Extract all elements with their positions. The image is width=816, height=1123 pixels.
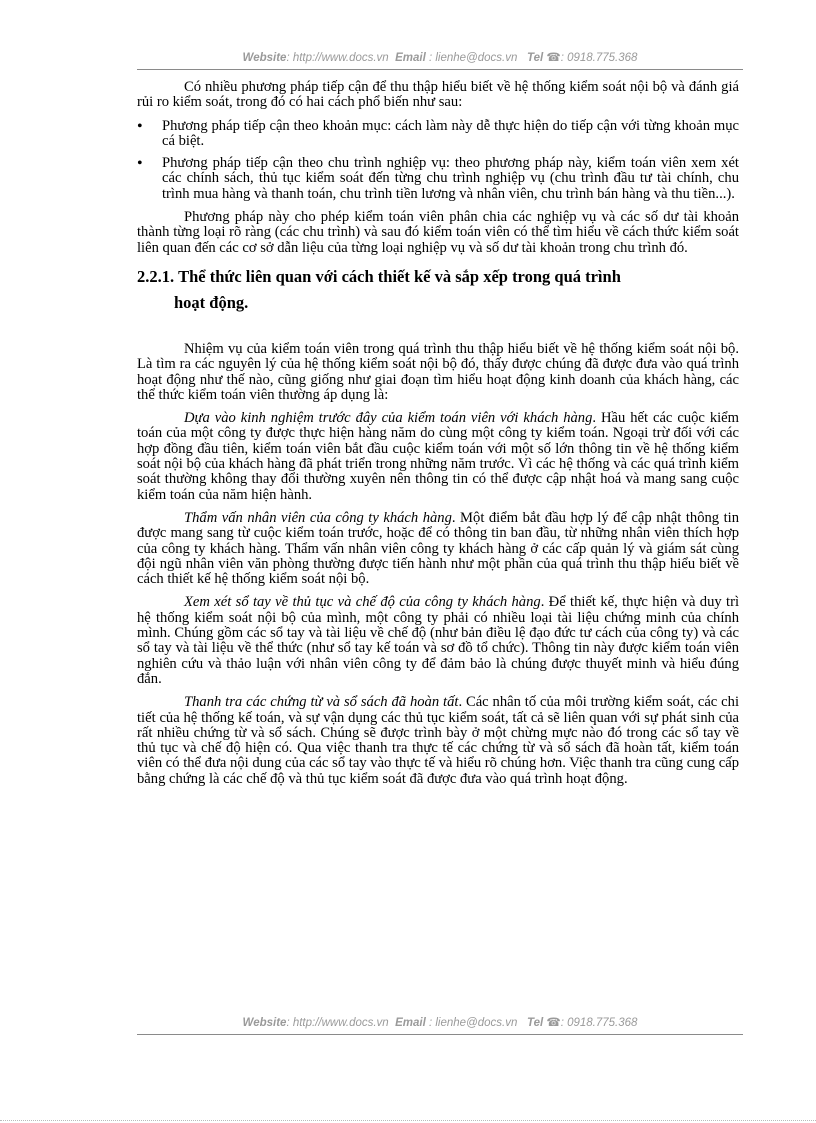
email-label: Email xyxy=(395,52,426,64)
section-paragraph: Dựa vào kinh nghiệm trước đây của kiểm toán viên với khách hàng. Hầu hết các cuộc kiểm toán của một công ty được thực hiện hàng năm do cùng một công ty kiểm toán. Ngoại trừ đối với các hợp đồng đầu tiên, kiểm toán viên bắt đầu cuộc kiểm toán với một số lớn thông tin về hệ thống kiểm soát nội bộ của khách hàng đã phát triển trong những năm trước. Vì các hệ thống và các quá trình kiểm soát thường không thay đổi thường xuyên nên thông tin có thể được cập nhật hoá và mang sang cuộc kiểm toán của năm hiện hành. xyxy=(137,410,739,503)
website-url[interactable]: : http://www.docs.vn xyxy=(286,52,389,64)
heading-number: 2.2.1. xyxy=(137,266,175,286)
phone-icon: ☎ xyxy=(546,52,561,64)
website-url[interactable]: : http://www.docs.vn xyxy=(286,1017,389,1029)
email-address[interactable]: : lienhe@docs.vn xyxy=(425,52,518,64)
heading-continuation: hoạt động. xyxy=(174,292,249,312)
phone-icon: ☎ xyxy=(546,1017,561,1029)
section-title: Xem xét sổ tay về thủ tục và chế độ của công ty khách hàng xyxy=(184,594,541,611)
list-item: • Phương pháp tiếp cận theo chu trình nghiệp vụ: theo phương pháp này, kiểm toán viên xem xét các chính sách, thủ tục kiểm soát đến từng chu trình nghiệp vụ (chu trình đầu tư tài chính, chu trình mua hàng và thanh toán, chu trình tiền lương và nhân viên, chu trình bán hàng và thu tiền...). xyxy=(137,155,739,202)
tel-label: Tel xyxy=(526,1017,544,1029)
website-label: Website xyxy=(242,52,287,64)
section-heading xyxy=(137,264,739,316)
bullet-icon: • xyxy=(137,117,143,135)
heading-text: Thể thức liên quan với cách thiết kế và sắp xếp trong quá trình xyxy=(178,266,621,286)
header-rule xyxy=(137,69,743,70)
method-paragraph: Phương pháp này cho phép kiểm toán viên phân chia các nghiệp vụ và các số dư tài khoản thành từng loại rõ ràng (các chu trình) và sau đó kiểm toán viên có thể tìm hiểu về cách thức kiểm soát liên quan đến các cơ sở dẫn liệu của từng loại nghiệp vụ và số dư tài khoản trong chu trình đó. xyxy=(137,209,739,256)
bullet-icon: • xyxy=(137,155,143,173)
footer-rule xyxy=(137,1034,743,1035)
approach-list xyxy=(137,119,739,202)
website-label: Website xyxy=(242,1017,287,1029)
page-edge xyxy=(0,1120,816,1121)
section-paragraph: Xem xét sổ tay về thủ tục và chế độ của công ty khách hàng. Để thiết kế, thực hiện và duy trì hệ thống kiểm soát nội bộ của mình, một công ty phải có nhiều loại tài liệu chứng minh của chính mình. Chúng gồm các sổ tay và tài liệu về chế độ (như bản điều lệ đạo đức tư cách của công ty) và các sổ tay và tài liệu về thể thức (như sổ tay kế toán và sơ đồ tổ chức). Thông tin này được kiểm toán viên nghiên cứu và thảo luận với nhân viên công ty để đảm bảo là chúng được thuyết minh và hiểu đúng đắn. xyxy=(137,594,739,687)
section-paragraph: Thanh tra các chứng từ và sổ sách đã hoàn tất. Các nhân tố của môi trường kiểm soát, các chi tiết của hệ thống kế toán, và sự vận dụng các thủ tục kiểm soát, tất cả sẽ liên quan với sự phát sinh của rất nhiều chứng từ và sổ sách. Chúng sẽ được trình bày ở một chừng mực nào đó trong các sổ tay về thủ tục và chế độ hiện có. Qua việc thanh tra thực tế các chứng từ và sổ sách đã hoàn tất, kiểm toán viên có thể đưa nội dung của các sổ tay vào thực tế và hiểu rõ chúng hơn. Việc thanh tra cũng cung cấp bằng chứng là các chế độ và thủ tục kiểm soát đã được đưa vào quá trình hoạt động. xyxy=(137,694,739,787)
tel-label: Tel xyxy=(526,52,544,64)
email-address[interactable]: : lienhe@docs.vn xyxy=(425,1017,518,1029)
list-item: • Phương pháp tiếp cận theo khoản mục: cách làm này dễ thực hiện do tiếp cận với từng khoản mục cá biệt. xyxy=(137,117,739,149)
page-header xyxy=(137,50,743,64)
section-title: Dựa vào kinh nghiệm trước đây của kiểm toán viên với khách hàng xyxy=(184,410,593,427)
intro-paragraph: Có nhiều phương pháp tiếp cận để thu thập hiểu biết về hệ thống kiểm soát nội bộ và đánh giá rủi ro kiểm soát, trong đó có hai cách phổ biến như sau: xyxy=(137,79,739,111)
email-label: Email xyxy=(395,1017,426,1029)
section-title: Thanh tra các chứng từ và sổ sách đã hoàn tất xyxy=(184,694,459,711)
section-title: Thẩm vấn nhân viên của công ty khách hàng xyxy=(184,509,452,526)
section-paragraph: Thẩm vấn nhân viên của công ty khách hàng. Một điểm bắt đầu hợp lý để cập nhật thông tin được mang sang từ cuộc kiểm toán trước, hoặc để có thông tin ban đầu, từ những nhân viên thích hợp của công ty khách hàng. Thẩm vấn nhân viên công ty khách hàng ở các cấp quản lý và giám sát cùng đội ngũ nhân viên văn phòng thường được tiến hành như một phần của quá trình thu thập hiểu biết về cách thiết kế hệ thống kiểm soát nội bộ. xyxy=(137,509,739,588)
document-body xyxy=(137,80,739,795)
tel-number: : 0918.775.368 xyxy=(560,1017,638,1029)
tel-number: : 0918.775.368 xyxy=(560,52,638,64)
page-footer xyxy=(137,1015,743,1029)
task-paragraph: Nhiệm vụ của kiểm toán viên trong quá trình thu thập hiểu biết về hệ thống kiểm soát nội bộ. Là tìm ra các nguyên lý của hệ thống kiểm soát nội bộ đó, thấy được chúng đã được đưa vào quá trình hoạt động như thế nào, cũng giống như giai đoạn tìm hiểu hoạt động kinh doanh của khách hàng, các thể thức kiểm toán viên thường áp dụng là: xyxy=(137,340,739,403)
